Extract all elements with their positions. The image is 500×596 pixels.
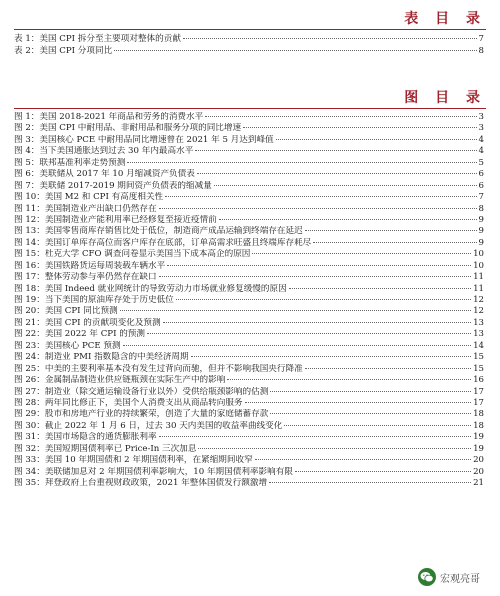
figure-entry[interactable] bbox=[14, 272, 484, 283]
figure-entry-number: 图 16： bbox=[14, 260, 45, 271]
dot-leader bbox=[165, 196, 476, 197]
figure-entry-title: 美国 M2 和 CPI 有高度相关性 bbox=[44, 192, 164, 203]
table-entry-page: 7 bbox=[478, 34, 484, 44]
figure-entry-number: 图 15： bbox=[14, 249, 45, 260]
figure-entry[interactable] bbox=[14, 204, 484, 215]
dot-leader bbox=[176, 299, 471, 300]
figure-entry-title: 美国市场隐含的通货膨胀利率 bbox=[44, 432, 157, 443]
dot-leader bbox=[270, 413, 471, 414]
figure-entry[interactable] bbox=[14, 123, 484, 134]
table-entry-title: 美国 CPI 拆分至主要项对整体的贡献 bbox=[39, 34, 181, 44]
figure-entry-number: 图 4： bbox=[14, 146, 40, 157]
figure-entry-page: 9 bbox=[478, 226, 484, 237]
table-entry-number: 表 2： bbox=[14, 46, 40, 56]
figure-entry-page: 9 bbox=[478, 237, 484, 248]
figure-entry-page: 12 bbox=[473, 306, 484, 317]
figure-entry-title: 美国核心 PCE 预测 bbox=[44, 340, 121, 351]
figure-entry-title: 金属制品制造业供应链瓶颈在实际生产中的影响 bbox=[44, 375, 226, 386]
figure-entry-title: 联邦基准利率走势预测 bbox=[39, 157, 126, 168]
figure-entry-number: 图 21： bbox=[14, 317, 45, 328]
figure-entry-title: 制造业 PMI 指数隐含的中美经济周期 bbox=[44, 352, 189, 363]
dot-leader bbox=[159, 436, 471, 437]
figure-entry-page: 6 bbox=[478, 180, 484, 191]
figure-entry-title: 美国短期国债利率已 Price-In 三次加息 bbox=[44, 443, 197, 454]
figure-entry[interactable] bbox=[14, 341, 484, 352]
figure-entry-page: 19 bbox=[473, 432, 484, 443]
figure-entry-page: 5 bbox=[478, 157, 484, 168]
dot-leader bbox=[147, 333, 471, 334]
figures-list bbox=[14, 112, 484, 489]
figure-entry[interactable] bbox=[14, 329, 484, 340]
figure-entry[interactable] bbox=[14, 226, 484, 237]
dot-leader bbox=[245, 402, 472, 403]
figure-entry-title: 杜克大学 CFO 调查问卷显示美国当下成本高企的原因 bbox=[44, 249, 251, 260]
dot-leader bbox=[197, 173, 477, 174]
figure-entry[interactable] bbox=[14, 387, 484, 398]
tables-heading: 表 目 录 bbox=[404, 11, 486, 27]
figure-entry-number: 图 11： bbox=[14, 203, 45, 214]
figure-entry-page: 20 bbox=[473, 455, 484, 466]
figure-entry-title: 制造业（除交通运输设备行业以外）受供给瓶颈影响的估测 bbox=[44, 386, 269, 397]
figure-entry[interactable] bbox=[14, 284, 484, 295]
figure-entry[interactable] bbox=[14, 455, 484, 466]
dot-leader bbox=[269, 482, 471, 483]
figure-entry[interactable] bbox=[14, 261, 484, 272]
dot-leader bbox=[167, 265, 471, 266]
dot-leader bbox=[214, 185, 477, 186]
figure-entry[interactable] bbox=[14, 364, 484, 375]
dot-leader bbox=[195, 150, 476, 151]
figure-entry-title: 美国核心 PCE 中耐用品同比增速曾在 2021 年 5 月达到峰值 bbox=[39, 134, 274, 145]
figure-entry-page: 3 bbox=[478, 123, 484, 134]
figure-entry[interactable] bbox=[14, 421, 484, 432]
figure-entry-page: 3 bbox=[478, 112, 484, 122]
figure-entry[interactable] bbox=[14, 306, 484, 317]
figure-entry-number: 图 18： bbox=[14, 283, 45, 294]
figure-entry-number: 图 7： bbox=[14, 180, 40, 191]
figure-entry-title: 两年同比修正下，美国个人消费支出从商品转向服务 bbox=[44, 397, 243, 408]
figure-entry-page: 18 bbox=[473, 409, 484, 420]
figure-entry-title: 美国 CPI 同比预测 bbox=[44, 306, 118, 317]
figure-entry-number: 图 27： bbox=[14, 386, 45, 397]
figure-entry-title: 整体劳动参与率仍然存在缺口 bbox=[44, 272, 157, 283]
figure-entry-number: 图 26： bbox=[14, 375, 45, 386]
table-entry[interactable] bbox=[14, 45, 484, 57]
dot-leader bbox=[255, 459, 471, 460]
figure-entry-number: 图 1： bbox=[14, 112, 40, 122]
figure-entry-number: 图 22： bbox=[14, 329, 45, 340]
figure-entry-page: 6 bbox=[478, 169, 484, 180]
dot-leader bbox=[219, 219, 477, 220]
figure-entry-number: 图 14： bbox=[14, 237, 45, 248]
dot-leader bbox=[120, 310, 471, 311]
figure-entry-title: 美国 CPI 的贡献项变化及预测 bbox=[44, 317, 161, 328]
figure-entry[interactable] bbox=[14, 192, 484, 203]
table-entry[interactable] bbox=[14, 33, 484, 45]
figure-entry[interactable] bbox=[14, 352, 484, 363]
figure-entry[interactable] bbox=[14, 409, 484, 420]
figure-entry-page: 9 bbox=[478, 214, 484, 225]
dot-leader bbox=[252, 253, 471, 254]
dot-leader bbox=[295, 471, 471, 472]
figure-entry-page: 11 bbox=[473, 272, 484, 283]
dot-leader bbox=[243, 127, 476, 128]
figure-entry-number: 图 23： bbox=[14, 340, 45, 351]
figure-entry[interactable] bbox=[14, 146, 484, 157]
dot-leader bbox=[183, 38, 477, 39]
figure-entry-page: 10 bbox=[473, 260, 484, 271]
figure-entry[interactable] bbox=[14, 135, 484, 146]
figure-entry[interactable] bbox=[14, 467, 484, 478]
figure-entry-number: 图 3： bbox=[14, 134, 40, 145]
figure-entry-page: 15 bbox=[473, 352, 484, 363]
figure-entry-title: 美国订单库存高位而客户库存在底部，订单高需求旺盛且终端库存耗尽 bbox=[44, 237, 312, 248]
figure-entry-title: 美国铁路货运每周装载车辆水平 bbox=[44, 260, 166, 271]
figure-entry-title: 股市和房地产行业的持续繁荣，创造了大量的家庭储蓄存款 bbox=[44, 409, 269, 420]
figure-entry[interactable] bbox=[14, 398, 484, 409]
figure-entry-title: 美国 2022 年 CPI 的预测 bbox=[44, 329, 145, 340]
figure-entry[interactable] bbox=[14, 215, 484, 226]
figure-entry[interactable] bbox=[14, 478, 484, 489]
figure-entry-page: 20 bbox=[473, 466, 484, 477]
figure-entry[interactable] bbox=[14, 169, 484, 180]
figure-entry[interactable] bbox=[14, 375, 484, 386]
figure-entry-title: 美联储从 2017 年 10 月缩减资产负债表 bbox=[39, 169, 195, 180]
figure-entry-page: 19 bbox=[473, 443, 484, 454]
figure-entry[interactable] bbox=[14, 295, 484, 306]
figure-entry[interactable] bbox=[14, 249, 484, 260]
dot-leader bbox=[305, 368, 471, 369]
dot-leader bbox=[205, 116, 476, 117]
dot-leader bbox=[198, 448, 471, 449]
dot-leader bbox=[276, 139, 477, 140]
figure-entry-title: 截止 2022 年 1 月 6 日，过去 30 天内美国的收益率曲线变化 bbox=[44, 420, 283, 431]
figure-entry-number: 图 33： bbox=[14, 455, 45, 466]
figure-entry-number: 图 34： bbox=[14, 466, 45, 477]
figure-entry-title: 美国制造业产出缺口仍然存在 bbox=[44, 203, 157, 214]
watermark bbox=[416, 566, 484, 588]
figure-entry-number: 图 5： bbox=[14, 157, 40, 168]
table-entry-number: 表 1： bbox=[14, 34, 40, 44]
figure-entry-page: 13 bbox=[473, 329, 484, 340]
dot-leader bbox=[114, 50, 476, 51]
figure-entry-page: 17 bbox=[473, 386, 484, 397]
figure-entry-page: 21 bbox=[473, 478, 484, 488]
figure-entry-title: 美联储 2017-2019 期间资产负债表的缩减量 bbox=[39, 180, 212, 191]
wechat-icon bbox=[418, 568, 436, 586]
figure-entry-title: 美国零售商库存销售比处于低位，制造商产成品运输到终端存在延迟 bbox=[44, 226, 303, 237]
figure-entry-title: 美国 CPI 中耐用品、非耐用品和服务分项的同比增速 bbox=[39, 123, 242, 134]
figure-entry[interactable] bbox=[14, 158, 484, 169]
dot-leader bbox=[270, 391, 471, 392]
figure-entry-page: 16 bbox=[473, 375, 484, 386]
figure-entry[interactable] bbox=[14, 318, 484, 329]
figure-entry-number: 图 10： bbox=[14, 192, 45, 203]
figure-entry-title: 当下美国通胀达到过去 30 年内最高水平 bbox=[39, 146, 194, 157]
table-entry-title: 美国 CPI 分项同比 bbox=[39, 46, 113, 56]
figure-entry-number: 图 29： bbox=[14, 409, 45, 420]
figure-entry-title: 美联储加息对 2 年期国债利率影响大，10 年期国债利率影响有限 bbox=[44, 466, 293, 477]
figure-entry-number: 图 2： bbox=[14, 123, 40, 134]
tables-heading-rule bbox=[14, 29, 486, 30]
dot-leader bbox=[127, 162, 476, 163]
figure-entry-number: 图 20： bbox=[14, 306, 45, 317]
dot-leader bbox=[227, 379, 471, 380]
figure-entry-number: 图 28： bbox=[14, 397, 45, 408]
figure-entry[interactable] bbox=[14, 444, 484, 455]
dot-leader bbox=[313, 242, 476, 243]
figure-entry-number: 图 24： bbox=[14, 352, 45, 363]
figure-entry-number: 图 25： bbox=[14, 363, 45, 374]
figure-entry-page: 11 bbox=[473, 283, 484, 294]
figure-entry-page: 4 bbox=[478, 146, 484, 157]
figure-entry-number: 图 19： bbox=[14, 295, 45, 305]
figure-entry-number: 图 17： bbox=[14, 272, 45, 283]
figure-entry[interactable] bbox=[14, 112, 484, 123]
figure-entry-title: 美国 Indeed 就业网统计的导致劳动力市场就业修复缓慢的原因 bbox=[44, 283, 287, 294]
figure-entry[interactable] bbox=[14, 432, 484, 443]
figure-entry-page: 17 bbox=[473, 397, 484, 408]
figure-entry-page: 10 bbox=[473, 249, 484, 260]
figure-entry-number: 图 12： bbox=[14, 214, 45, 225]
table-entry-page: 8 bbox=[478, 46, 484, 56]
figure-entry-number: 图 30： bbox=[14, 420, 45, 431]
dot-leader bbox=[123, 345, 472, 346]
dot-leader bbox=[159, 276, 471, 277]
tables-list bbox=[14, 33, 484, 57]
figure-entry[interactable] bbox=[14, 238, 484, 249]
figure-entry-title: 拜登政府上台重视财政政策，2021 年整体国债发行额激增 bbox=[44, 478, 268, 488]
figure-entry-number: 图 32： bbox=[14, 443, 45, 454]
figure-entry-page: 14 bbox=[473, 340, 484, 351]
figure-entry[interactable] bbox=[14, 181, 484, 192]
dot-leader bbox=[191, 356, 471, 357]
figure-entry-page: 7 bbox=[478, 192, 484, 203]
figure-entry-number: 图 31： bbox=[14, 432, 45, 443]
dot-leader bbox=[159, 208, 477, 209]
figure-entry-page: 4 bbox=[478, 134, 484, 145]
figure-entry-page: 12 bbox=[473, 295, 484, 305]
figure-entry-title: 中美的主要利率基本没有发生过背向而驰，但并不影响我国央行降准 bbox=[44, 363, 303, 374]
dot-leader bbox=[284, 425, 471, 426]
figure-entry-number: 图 6： bbox=[14, 169, 40, 180]
figure-entry-page: 15 bbox=[473, 363, 484, 374]
figure-entry-title: 当下美国的原油库存处于历史低位 bbox=[44, 295, 174, 305]
figure-entry-number: 图 35： bbox=[14, 478, 45, 488]
figure-entry-page: 8 bbox=[478, 203, 484, 214]
figures-heading: 图 目 录 bbox=[404, 90, 486, 106]
figure-entry-number: 图 13： bbox=[14, 226, 45, 237]
figure-entry-page: 13 bbox=[473, 317, 484, 328]
dot-leader bbox=[163, 322, 471, 323]
figure-entry-title: 美国 10 年期国债和 2 年期国债利率，在紧缩期间收窄 bbox=[44, 455, 253, 466]
figures-heading-rule bbox=[14, 108, 486, 109]
figure-entry-title: 美国 2018-2021 年商品和劳务的消费水平 bbox=[39, 112, 204, 122]
dot-leader bbox=[305, 230, 477, 231]
figure-entry-title: 美国制造业产能利用率已经修复至接近疫情前 bbox=[44, 214, 217, 225]
dot-leader bbox=[289, 288, 471, 289]
watermark-text: 宏观亮哥 bbox=[440, 573, 480, 585]
figure-entry-page: 18 bbox=[473, 420, 484, 431]
